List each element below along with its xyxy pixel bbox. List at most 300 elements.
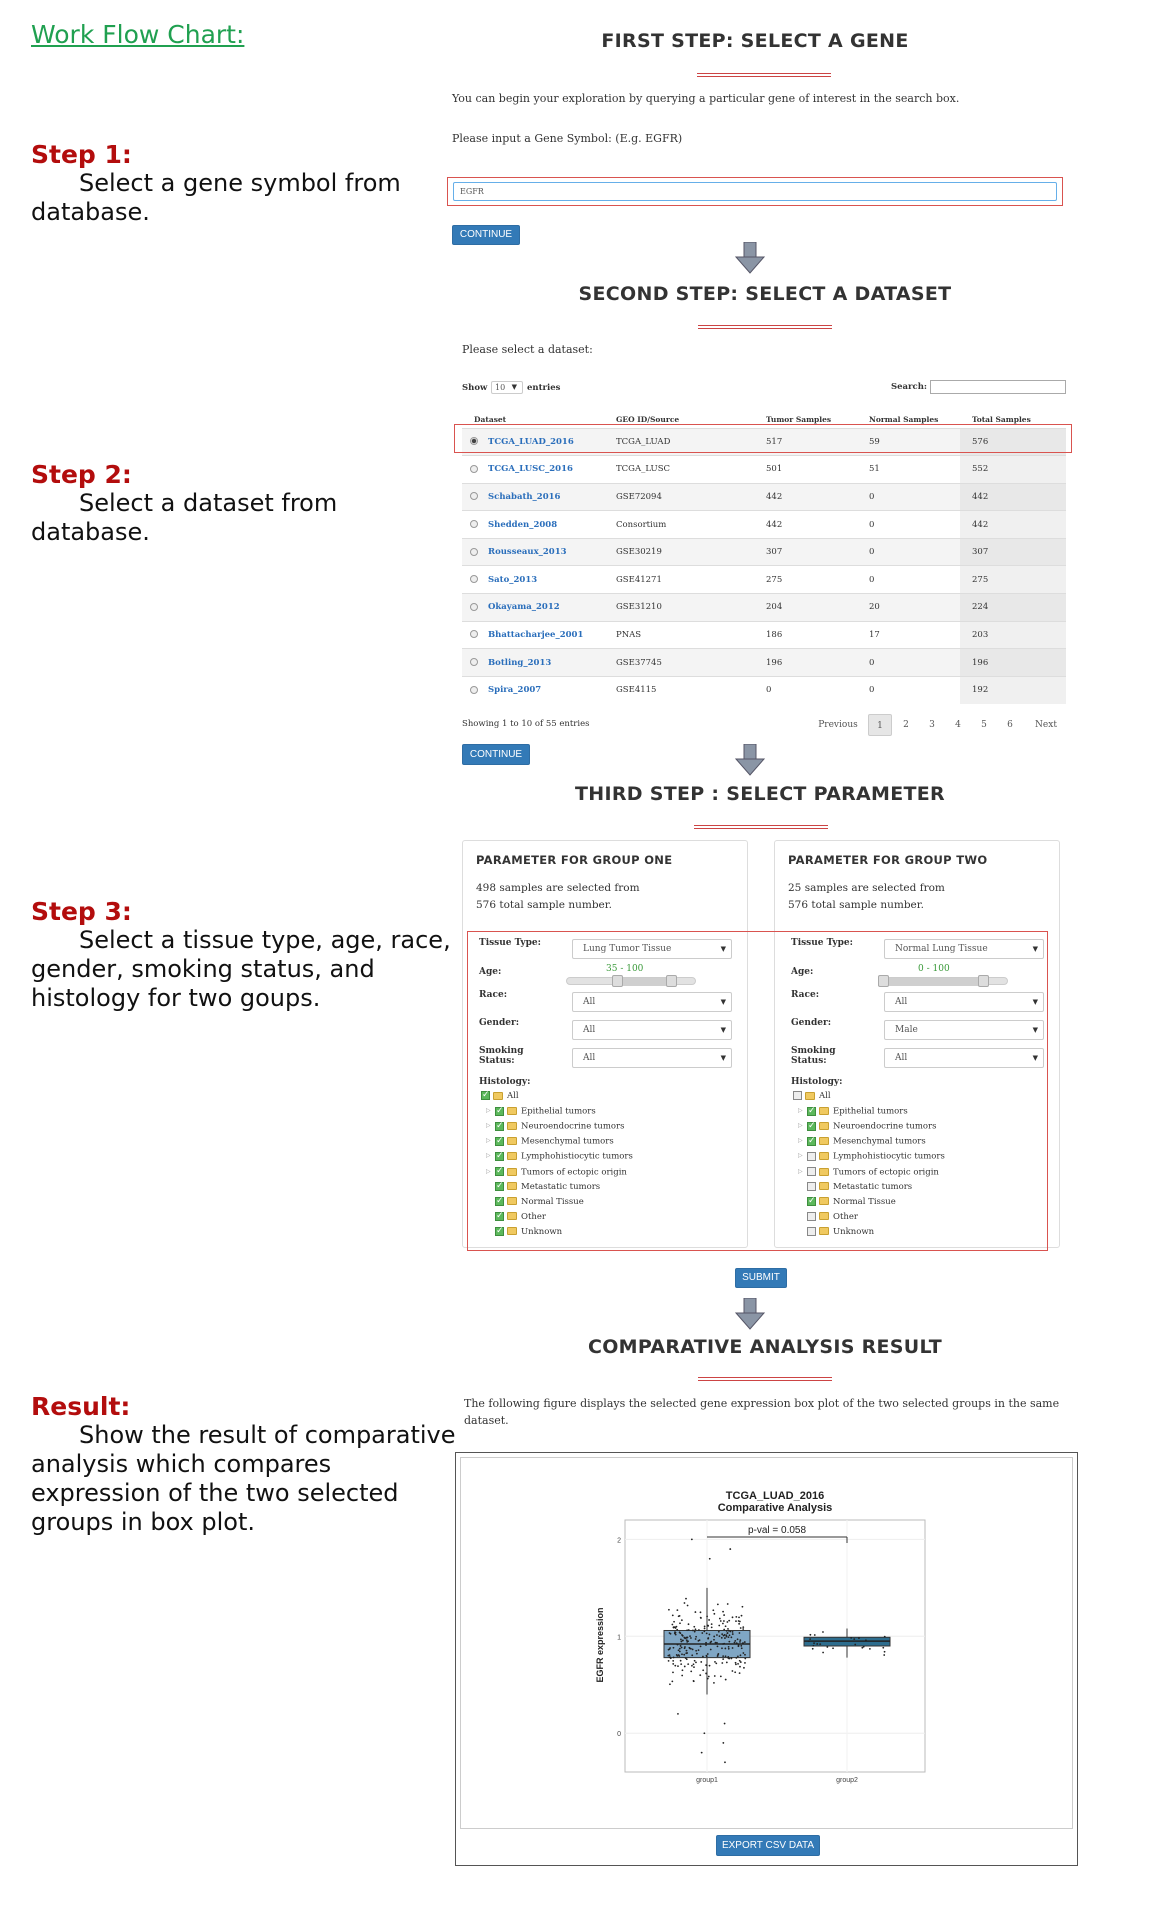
data-point	[680, 1660, 682, 1662]
data-point	[717, 1654, 719, 1656]
data-point	[723, 1614, 725, 1616]
data-point	[740, 1627, 742, 1629]
data-point	[676, 1629, 678, 1631]
histology-label-text: Mesenchymal tumors	[521, 1136, 614, 1147]
data-point	[732, 1631, 734, 1633]
data-point	[707, 1625, 709, 1627]
total-samples-cell-text: 275	[972, 574, 989, 585]
dataset-radio[interactable]	[470, 603, 478, 611]
data-point	[858, 1637, 860, 1639]
data-point	[691, 1665, 693, 1667]
data-point	[707, 1653, 709, 1655]
data-point	[742, 1652, 744, 1654]
data-point	[739, 1639, 741, 1641]
age-label: Age:	[479, 967, 502, 977]
data-point	[739, 1672, 741, 1674]
data-point	[694, 1611, 696, 1613]
outlier-point	[724, 1723, 726, 1725]
data-point	[724, 1648, 726, 1650]
data-point	[701, 1632, 703, 1634]
data-point	[710, 1649, 712, 1651]
result-text: Show the result of comparative analysis which compares expression of the two selected groups in box plot.	[31, 1421, 456, 1536]
data-point	[700, 1645, 702, 1647]
total-samples-cell	[960, 649, 1066, 677]
expand-arrow-icon[interactable]: ▷	[798, 1137, 803, 1145]
pagination-page-2[interactable]: 2	[903, 720, 909, 730]
dataset-name-cell-text: Spira_2007	[488, 685, 542, 696]
data-point	[744, 1654, 746, 1656]
dataset-name-cell[interactable]	[462, 621, 604, 649]
caret-down-icon: ▼	[1032, 1054, 1038, 1062]
data-point	[679, 1648, 681, 1650]
geo-id-cell-text: TCGA_LUAD	[616, 436, 671, 447]
table-row[interactable]	[462, 456, 1066, 484]
data-point	[669, 1648, 671, 1650]
data-point	[735, 1662, 737, 1664]
data-point	[674, 1632, 676, 1634]
data-point	[684, 1646, 686, 1648]
dataset-name-cell[interactable]	[462, 538, 604, 566]
data-point	[816, 1643, 818, 1645]
dataset-name-cell-text: Sato_2013	[488, 574, 538, 585]
caret-down-icon: ▼	[720, 1054, 726, 1062]
dataset-name-cell-text: Botling_2013	[488, 657, 552, 668]
data-point	[740, 1661, 742, 1663]
data-point	[671, 1624, 673, 1626]
data-point	[684, 1666, 686, 1668]
normal-samples-cell	[857, 594, 960, 622]
group-panel-title: PARAMETER FOR GROUP ONE	[476, 853, 673, 867]
pagination-page-3[interactable]: 3	[929, 720, 935, 730]
data-point	[718, 1625, 720, 1627]
chart-subtitle: Comparative Analysis	[717, 1502, 833, 1514]
data-point	[883, 1654, 885, 1656]
data-point	[738, 1644, 740, 1646]
expand-arrow-icon[interactable]: ▷	[798, 1107, 803, 1115]
pagination-next[interactable]: Next	[1035, 720, 1057, 730]
expand-arrow-icon[interactable]: ▷	[486, 1137, 491, 1145]
histology-label-text: Metastatic tumors	[833, 1181, 913, 1192]
data-point	[689, 1635, 691, 1637]
tumor-samples-cell-text: 0	[766, 685, 772, 696]
caret-down-icon: ▼	[720, 945, 726, 953]
export-csv-button[interactable]: EXPORT CSV DATA	[716, 1835, 820, 1856]
data-point	[693, 1626, 695, 1628]
dataset-radio[interactable]	[470, 465, 478, 473]
dataset-radio[interactable]	[470, 630, 478, 638]
col-normal-header[interactable]: Normal Samples	[869, 415, 939, 425]
data-point	[704, 1628, 706, 1630]
geo-id-cell	[604, 594, 754, 622]
data-point	[705, 1644, 707, 1646]
histology-label-text: Normal Tissue	[833, 1196, 896, 1207]
data-point	[854, 1644, 856, 1646]
data-point	[700, 1611, 702, 1613]
data-point	[724, 1637, 726, 1639]
data-point	[813, 1642, 815, 1644]
data-point	[685, 1652, 687, 1654]
step2-heading: Step 2:	[31, 460, 132, 489]
data-point	[722, 1655, 724, 1657]
tumor-samples-cell-text: 275	[766, 574, 783, 585]
data-point	[735, 1620, 737, 1622]
histology-label-text: Normal Tissue	[521, 1196, 584, 1207]
histology-label-text: Neuroendocrine tumors	[833, 1121, 937, 1132]
age-range-value: 35 - 100	[606, 964, 644, 974]
samples-summary-line2: 576 total sample number.	[788, 899, 924, 911]
dataset-name-cell-text: Rousseaux_2013	[488, 547, 567, 558]
geo-id-cell	[604, 511, 754, 539]
tumor-samples-cell-text: 307	[766, 547, 783, 558]
data-point	[669, 1683, 671, 1685]
chart-title: TCGA_LUAD_2016	[725, 1490, 825, 1502]
data-point	[712, 1609, 714, 1611]
tissue-type-value: Normal Lung Tissue	[895, 944, 988, 954]
samples-summary-line1: 498 samples are selected from	[476, 882, 640, 894]
pvalue-annotation: p-val = 0.058	[747, 1525, 807, 1536]
data-point	[695, 1650, 697, 1652]
data-point	[742, 1628, 744, 1630]
tumor-samples-cell	[754, 483, 857, 511]
data-point	[694, 1631, 696, 1633]
data-point	[693, 1666, 695, 1668]
data-point	[720, 1676, 722, 1678]
data-point	[743, 1667, 745, 1669]
data-point	[721, 1647, 723, 1649]
data-point	[730, 1636, 732, 1638]
highlight-box	[454, 424, 1072, 453]
pagination-page-6[interactable]: 6	[1007, 720, 1013, 730]
outlier-point	[691, 1538, 693, 1540]
step1-description	[31, 140, 456, 227]
tumor-samples-cell-text: 442	[766, 519, 783, 530]
data-point	[738, 1620, 740, 1622]
normal-samples-cell	[857, 483, 960, 511]
data-point	[736, 1642, 738, 1644]
continue-button-2[interactable]: CONTINUE	[462, 744, 530, 765]
data-point	[681, 1647, 683, 1649]
normal-samples-cell-text: 59	[869, 436, 880, 447]
data-point	[812, 1648, 814, 1650]
geo-id-cell	[604, 456, 754, 484]
data-point	[722, 1658, 724, 1660]
table-row[interactable]	[462, 538, 1066, 566]
data-point	[720, 1620, 722, 1622]
title-divider	[694, 825, 828, 829]
tumor-samples-cell-text: 501	[766, 464, 783, 475]
y-tick-label: 1	[617, 1634, 621, 1642]
table-row[interactable]	[462, 566, 1066, 594]
data-point	[694, 1660, 696, 1662]
gender-value: Male	[895, 1025, 918, 1035]
smoking-status-value: All	[583, 1053, 596, 1063]
data-point	[680, 1645, 682, 1647]
histology-label-text: Lymphohistiocytic tumors	[833, 1151, 945, 1162]
gene-symbol-input[interactable]	[453, 182, 1057, 201]
data-point	[740, 1645, 742, 1647]
outlier-point	[677, 1713, 679, 1715]
data-point	[689, 1647, 691, 1649]
tissue-type-value: Lung Tumor Tissue	[583, 944, 672, 954]
gene-prompt: Please input a Gene Symbol: (E.g. EGFR)	[452, 132, 683, 145]
tumor-samples-cell-text: 204	[766, 602, 783, 613]
data-point	[708, 1676, 710, 1678]
data-point	[711, 1623, 713, 1625]
entries-label: entries	[527, 383, 561, 393]
data-point	[717, 1645, 719, 1647]
total-samples-cell-text: 576	[972, 436, 989, 447]
data-point	[722, 1611, 724, 1613]
geo-id-cell-text: GSE41271	[616, 574, 662, 585]
dataset-name-cell[interactable]	[462, 676, 604, 704]
tumor-samples-cell-text: 196	[766, 657, 783, 668]
data-point	[734, 1671, 736, 1673]
data-point	[729, 1634, 731, 1636]
geo-id-cell	[604, 483, 754, 511]
data-point	[678, 1615, 680, 1617]
data-point	[725, 1679, 727, 1681]
title-divider	[698, 325, 832, 329]
data-point	[721, 1662, 723, 1664]
data-point	[699, 1674, 701, 1676]
dataset-name-cell[interactable]	[462, 594, 604, 622]
table-row[interactable]	[462, 621, 1066, 649]
table-row[interactable]	[462, 483, 1066, 511]
normal-samples-cell	[857, 621, 960, 649]
data-point	[721, 1637, 723, 1639]
dataset-name-cell[interactable]	[462, 483, 604, 511]
dataset-radio[interactable]	[470, 686, 478, 694]
data-point	[709, 1665, 711, 1667]
tumor-samples-cell	[754, 538, 857, 566]
tumor-samples-cell	[754, 649, 857, 677]
data-point	[709, 1642, 711, 1644]
tumor-samples-cell-text: 186	[766, 629, 783, 640]
search-label: Search:	[891, 382, 928, 392]
normal-samples-cell	[857, 511, 960, 539]
normal-samples-cell-text: 17	[869, 629, 880, 640]
dataset-name-cell[interactable]	[462, 511, 604, 539]
data-point	[744, 1662, 746, 1664]
data-point	[676, 1655, 678, 1657]
data-point	[705, 1673, 707, 1675]
data-point	[808, 1640, 810, 1642]
data-point	[715, 1642, 717, 1644]
data-point	[732, 1633, 734, 1635]
dataset-radio[interactable]	[470, 520, 478, 528]
data-point	[709, 1634, 711, 1636]
total-samples-cell	[960, 594, 1066, 622]
data-point	[686, 1629, 688, 1631]
expand-arrow-icon[interactable]: ▷	[486, 1107, 491, 1115]
continue-button-1[interactable]: CONTINUE	[452, 225, 520, 245]
pagination-page-1[interactable]: 1	[868, 714, 892, 736]
histology-label-text: Tumors of ectopic origin	[521, 1167, 627, 1177]
dataset-radio[interactable]	[470, 575, 478, 583]
data-point	[698, 1629, 700, 1631]
data-point	[728, 1620, 730, 1622]
data-point	[728, 1641, 730, 1643]
dataset-search-input[interactable]	[930, 380, 1066, 394]
outlier-point	[722, 1742, 724, 1744]
data-point	[682, 1635, 684, 1637]
normal-samples-cell	[857, 566, 960, 594]
data-point	[721, 1633, 723, 1635]
submit-button[interactable]: SUBMIT	[735, 1268, 787, 1288]
step2-description	[31, 460, 456, 547]
dataset-name-cell-text: TCGA_LUSC_2016	[488, 464, 573, 475]
table-row[interactable]	[462, 594, 1066, 622]
data-point	[809, 1638, 811, 1640]
normal-samples-cell-text: 0	[869, 519, 875, 530]
data-point	[730, 1658, 732, 1660]
down-arrow-icon	[735, 744, 765, 776]
col-geo-header[interactable]: GEO ID/Source	[616, 415, 680, 425]
caret-down-icon: ▼	[1032, 998, 1038, 1006]
col-tumor-header[interactable]: Tumor Samples	[766, 415, 832, 425]
step2-text: Select a dataset from database.	[31, 489, 338, 546]
gender-label: Gender:	[791, 1018, 832, 1028]
step2-title: SECOND STEP: SELECT A DATASET	[578, 283, 952, 305]
data-point	[744, 1658, 746, 1660]
data-point	[707, 1638, 709, 1640]
data-point	[869, 1648, 871, 1650]
data-point	[809, 1634, 811, 1636]
data-point	[728, 1646, 730, 1648]
data-point	[737, 1663, 739, 1665]
race-value: All	[895, 997, 908, 1007]
geo-id-cell	[604, 538, 754, 566]
data-point	[735, 1663, 737, 1665]
total-samples-cell	[960, 676, 1066, 704]
samples-summary-line1: 25 samples are selected from	[788, 882, 945, 894]
total-samples-cell	[960, 621, 1066, 649]
expand-arrow-icon[interactable]: ▷	[486, 1152, 491, 1160]
col-dataset-header[interactable]: Dataset	[474, 415, 507, 425]
data-point	[705, 1642, 707, 1644]
table-row[interactable]	[462, 649, 1066, 677]
data-point	[739, 1632, 741, 1634]
tumor-samples-cell	[754, 566, 857, 594]
data-point	[677, 1665, 679, 1667]
tumor-samples-cell	[754, 676, 857, 704]
data-point	[673, 1657, 675, 1659]
data-point	[687, 1637, 689, 1639]
normal-samples-cell-text: 0	[869, 491, 875, 502]
race-value: All	[583, 997, 596, 1007]
data-point	[819, 1643, 821, 1645]
data-point	[742, 1626, 744, 1628]
data-point	[695, 1628, 697, 1630]
normal-samples-cell-text: 20	[869, 602, 880, 613]
data-point	[674, 1665, 676, 1667]
outlier-point	[724, 1761, 726, 1763]
normal-samples-cell-text: 0	[869, 547, 875, 558]
step3-description	[31, 897, 456, 1013]
dataset-radio[interactable]	[470, 548, 478, 556]
geo-id-cell	[604, 676, 754, 704]
data-point	[673, 1621, 675, 1623]
expand-arrow-icon[interactable]: ▷	[798, 1122, 803, 1130]
data-point	[717, 1603, 719, 1605]
expand-arrow-icon[interactable]: ▷	[486, 1122, 491, 1130]
histology-label-text: Neuroendocrine tumors	[521, 1121, 625, 1132]
dataset-name-cell-text: Bhattacharjee_2001	[488, 629, 584, 640]
data-point	[741, 1647, 743, 1649]
pagination-page-5[interactable]: 5	[981, 720, 987, 730]
smoking-status-label: Smoking Status:	[791, 1046, 836, 1066]
data-point	[672, 1663, 674, 1665]
dataset-name-cell[interactable]	[462, 566, 604, 594]
expand-arrow-icon[interactable]: ▷	[798, 1167, 803, 1175]
pagination-page-4[interactable]: 4	[955, 720, 961, 730]
dataset-radio[interactable]	[470, 492, 478, 500]
histology-label: Histology:	[479, 1077, 531, 1087]
data-point	[672, 1614, 674, 1616]
data-point	[726, 1662, 728, 1664]
caret-down-icon: ▼	[720, 1026, 726, 1034]
tumor-samples-cell	[754, 594, 857, 622]
data-point	[884, 1651, 886, 1653]
histology-label-text: All	[507, 1091, 519, 1101]
dataset-name-cell-text: TCGA_LUAD_2016	[488, 436, 574, 447]
dataset-name-cell[interactable]	[462, 649, 604, 677]
normal-samples-cell-text: 0	[869, 574, 875, 585]
dataset-radio[interactable]	[470, 658, 478, 666]
data-point	[726, 1636, 728, 1638]
data-point	[725, 1655, 727, 1657]
race-label: Race:	[791, 990, 820, 1000]
table-row[interactable]	[462, 676, 1066, 704]
step1-text: Select a gene symbol from database.	[31, 169, 401, 226]
data-point	[722, 1623, 724, 1625]
expand-arrow-icon[interactable]: ▷	[798, 1152, 803, 1160]
normal-samples-cell-text: 0	[869, 685, 875, 696]
data-point	[698, 1649, 700, 1651]
entries-per-page-select[interactable]	[491, 381, 523, 394]
geo-id-cell	[604, 649, 754, 677]
histology-label-text: Tumors of ectopic origin	[833, 1167, 939, 1177]
data-point	[669, 1654, 671, 1656]
step3-text: Select a tissue type, age, race, gender, smoking status, and histology for two goups.	[31, 926, 451, 1012]
data-point	[713, 1682, 715, 1684]
title-divider	[697, 73, 831, 77]
gender-label: Gender:	[479, 1018, 520, 1028]
data-point	[739, 1641, 741, 1643]
result-title: COMPARATIVE ANALYSIS RESULT	[587, 1336, 943, 1358]
y-tick-label: 2	[617, 1537, 621, 1545]
data-point	[681, 1619, 683, 1621]
data-point	[671, 1680, 673, 1682]
caret-down-icon: ▼	[511, 383, 517, 391]
data-point	[863, 1646, 865, 1648]
data-point	[726, 1630, 728, 1632]
expand-arrow-icon[interactable]: ▷	[486, 1167, 491, 1175]
data-point	[822, 1631, 824, 1633]
tissue-type-label: Tissue Type:	[479, 938, 541, 948]
col-total-header[interactable]: Total Samples	[972, 415, 1031, 425]
table-row[interactable]	[462, 511, 1066, 539]
data-point	[679, 1632, 681, 1634]
data-point	[707, 1678, 709, 1680]
data-point	[703, 1630, 705, 1632]
gender-value: All	[583, 1025, 596, 1035]
pagination-previous[interactable]: Previous	[818, 720, 858, 730]
dataset-name-cell[interactable]	[462, 456, 604, 484]
data-point	[683, 1654, 685, 1656]
data-point	[681, 1653, 683, 1655]
data-point	[850, 1637, 852, 1639]
